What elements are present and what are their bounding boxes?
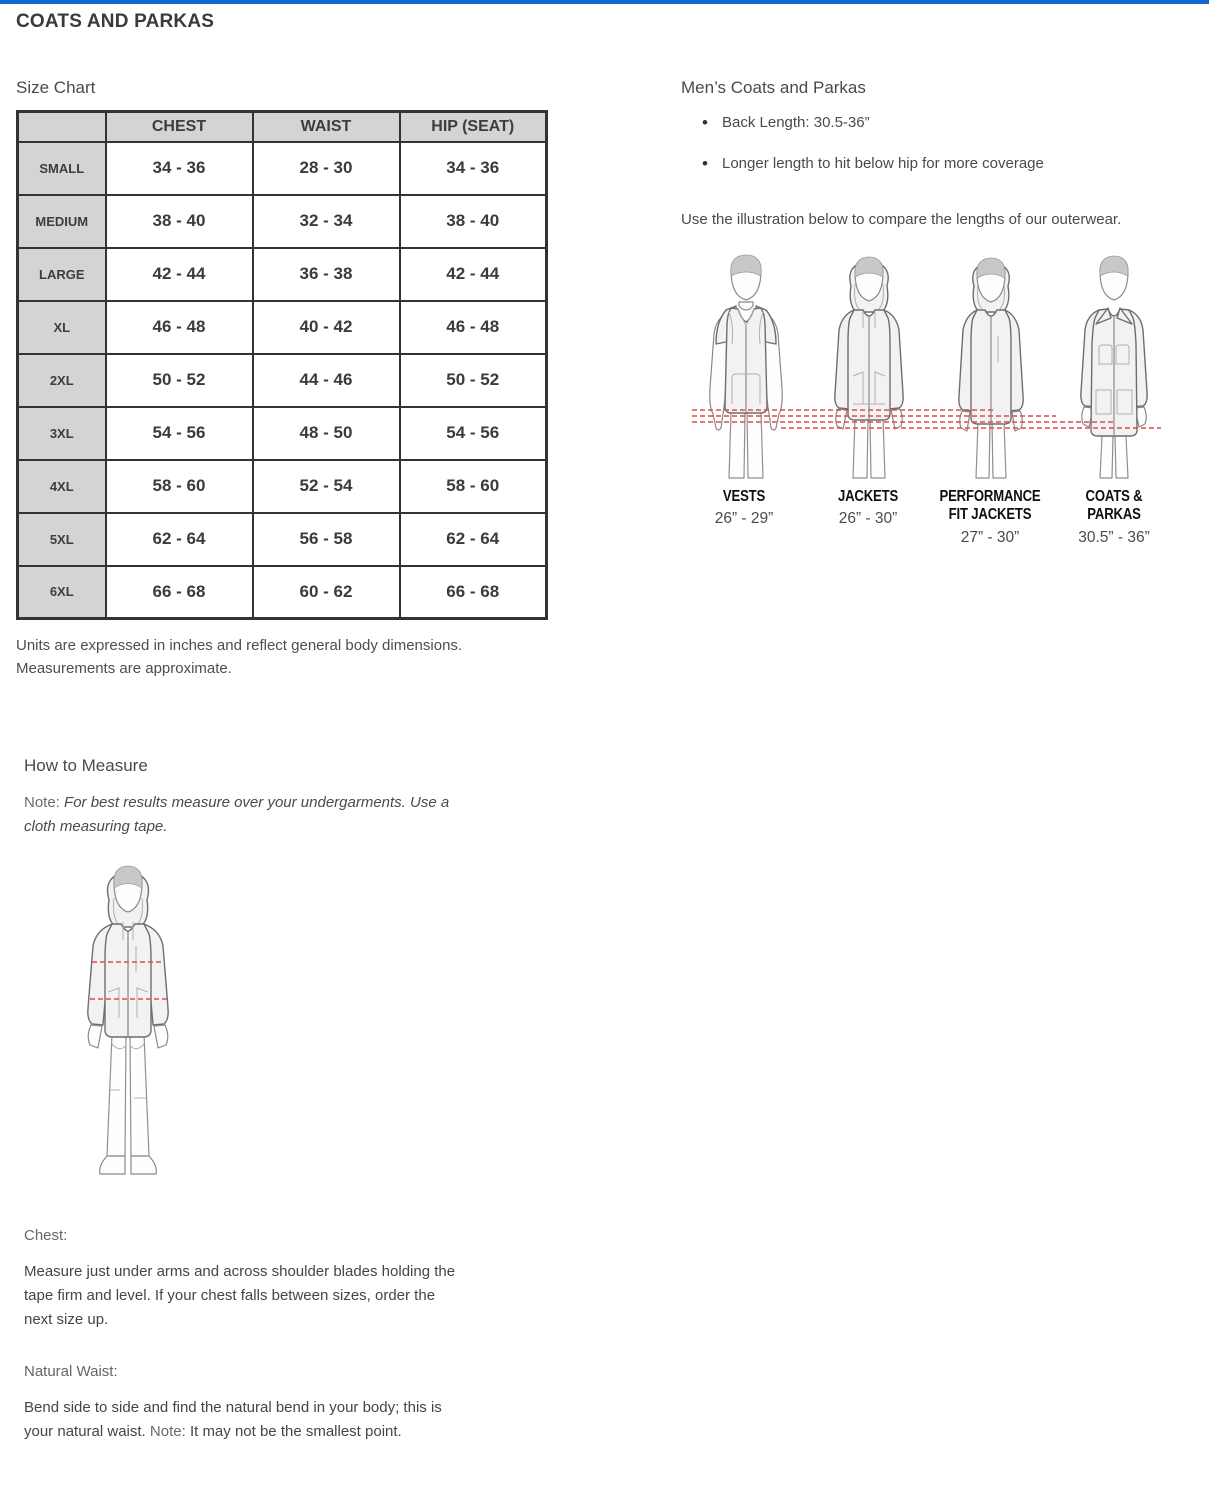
hip-value: 50 - 52 bbox=[400, 354, 547, 407]
garment-name: COATS & PARKAS bbox=[1085, 488, 1143, 524]
waist-value: 56 - 58 bbox=[253, 513, 400, 566]
size-label: 2XL bbox=[18, 354, 106, 407]
size-label: 3XL bbox=[18, 407, 106, 460]
hip-value: 34 - 36 bbox=[400, 142, 547, 195]
garment-length-illustration bbox=[686, 252, 1186, 484]
table-row bbox=[18, 248, 547, 301]
size-label: 5XL bbox=[18, 513, 106, 566]
garment-range: 26” - 30” bbox=[838, 510, 898, 528]
size-chart-heading: Size Chart bbox=[16, 78, 96, 97]
chest-value: 62 - 64 bbox=[106, 513, 253, 566]
chest-section-text: Measure just under arms and across shoulder blades holding the tape firm and level. If your chest falls between sizes, order the next size up. bbox=[24, 1263, 456, 1328]
garment-label-coats-parkas bbox=[1050, 488, 1178, 547]
page-title: COATS AND PARKAS bbox=[16, 11, 215, 32]
garment-label-jackets bbox=[808, 488, 928, 528]
table-row bbox=[18, 354, 547, 407]
natural-waist-section-label: Natural Waist: bbox=[24, 1363, 118, 1380]
top-accent-bar bbox=[0, 0, 1209, 4]
chest-value: 46 - 48 bbox=[106, 301, 253, 354]
hip-value: 38 - 40 bbox=[400, 195, 547, 248]
waist-note-text: It may not be the smallest point. bbox=[189, 1423, 402, 1440]
size-label: XL bbox=[18, 301, 106, 354]
note-text: For best results measure over your undergarments. Use a cloth measuring tape. bbox=[24, 794, 450, 835]
waist-value: 28 - 30 bbox=[253, 142, 400, 195]
garment-label-vests bbox=[684, 488, 804, 528]
hip-value: 54 - 56 bbox=[400, 407, 547, 460]
size-chart-table bbox=[16, 110, 548, 620]
chest-value: 50 - 52 bbox=[106, 354, 253, 407]
waist-text-main: Bend side to side and find the natural bend in your body; this is your natural waist. bbox=[24, 1399, 442, 1440]
natural-waist-section-text bbox=[24, 1396, 464, 1444]
chest-value: 34 - 36 bbox=[106, 142, 253, 195]
size-label: MEDIUM bbox=[18, 195, 106, 248]
size-label: 4XL bbox=[18, 460, 106, 513]
col-header-blank bbox=[18, 112, 106, 142]
waist-value: 40 - 42 bbox=[253, 301, 400, 354]
chest-value: 66 - 68 bbox=[106, 566, 253, 619]
waist-value: 52 - 54 bbox=[253, 460, 400, 513]
garment-range: 27” - 30” bbox=[960, 528, 1020, 546]
hip-value: 42 - 44 bbox=[400, 248, 547, 301]
hip-value: 66 - 68 bbox=[400, 566, 547, 619]
bullet-back-length: • Back Length: 30.5-36” bbox=[700, 114, 1180, 131]
waist-value: 48 - 50 bbox=[253, 407, 400, 460]
table-row bbox=[18, 142, 547, 195]
col-header-waist: WAIST bbox=[253, 112, 400, 142]
chest-value: 38 - 40 bbox=[106, 195, 253, 248]
size-label: LARGE bbox=[18, 248, 106, 301]
bullet-longer-length: • Longer length to hit below hip for more coverage bbox=[700, 155, 1180, 172]
garment-name: JACKETS bbox=[837, 488, 899, 505]
measure-note bbox=[24, 791, 456, 839]
table-row bbox=[18, 566, 547, 619]
note-label: Note: bbox=[24, 794, 60, 811]
size-chart-footnote: Units are expressed in inches and reflect general body dimensions. Measurements are approximate. bbox=[16, 637, 463, 678]
chest-value: 54 - 56 bbox=[106, 407, 253, 460]
garment-range: 30.5” - 36” bbox=[1078, 528, 1150, 546]
waist-value: 44 - 46 bbox=[253, 354, 400, 407]
waist-value: 32 - 34 bbox=[253, 195, 400, 248]
table-row bbox=[18, 407, 547, 460]
size-label: SMALL bbox=[18, 142, 106, 195]
measure-figure-illustration bbox=[28, 858, 228, 1198]
col-header-chest: CHEST bbox=[106, 112, 253, 142]
chest-value: 42 - 44 bbox=[106, 248, 253, 301]
table-row bbox=[18, 301, 547, 354]
chest-section-label: Chest: bbox=[24, 1227, 68, 1244]
mens-coats-heading: Men’s Coats and Parkas bbox=[681, 78, 866, 97]
table-row bbox=[18, 513, 547, 566]
garment-label-performance-fit-jackets bbox=[925, 488, 1055, 547]
chest-value: 58 - 60 bbox=[106, 460, 253, 513]
hip-value: 58 - 60 bbox=[400, 460, 547, 513]
how-to-measure-heading: How to Measure bbox=[24, 756, 148, 775]
size-label: 6XL bbox=[18, 566, 106, 619]
garment-name: PERFORMANCE FIT JACKETS bbox=[939, 488, 1041, 524]
illustration-intro-text: Use the illustration below to compare the lengths of our outerwear. bbox=[681, 211, 1122, 228]
table-header-row bbox=[18, 112, 547, 142]
hip-value: 46 - 48 bbox=[400, 301, 547, 354]
hip-value: 62 - 64 bbox=[400, 513, 547, 566]
table-row bbox=[18, 195, 547, 248]
waist-value: 60 - 62 bbox=[253, 566, 400, 619]
garment-name: VESTS bbox=[722, 488, 766, 505]
table-row bbox=[18, 460, 547, 513]
col-header-hip: HIP (SEAT) bbox=[400, 112, 547, 142]
garment-range: 26” - 29” bbox=[714, 510, 774, 528]
details-bullet-list bbox=[700, 114, 1180, 196]
waist-value: 36 - 38 bbox=[253, 248, 400, 301]
waist-note-label: Note: bbox=[149, 1423, 186, 1440]
